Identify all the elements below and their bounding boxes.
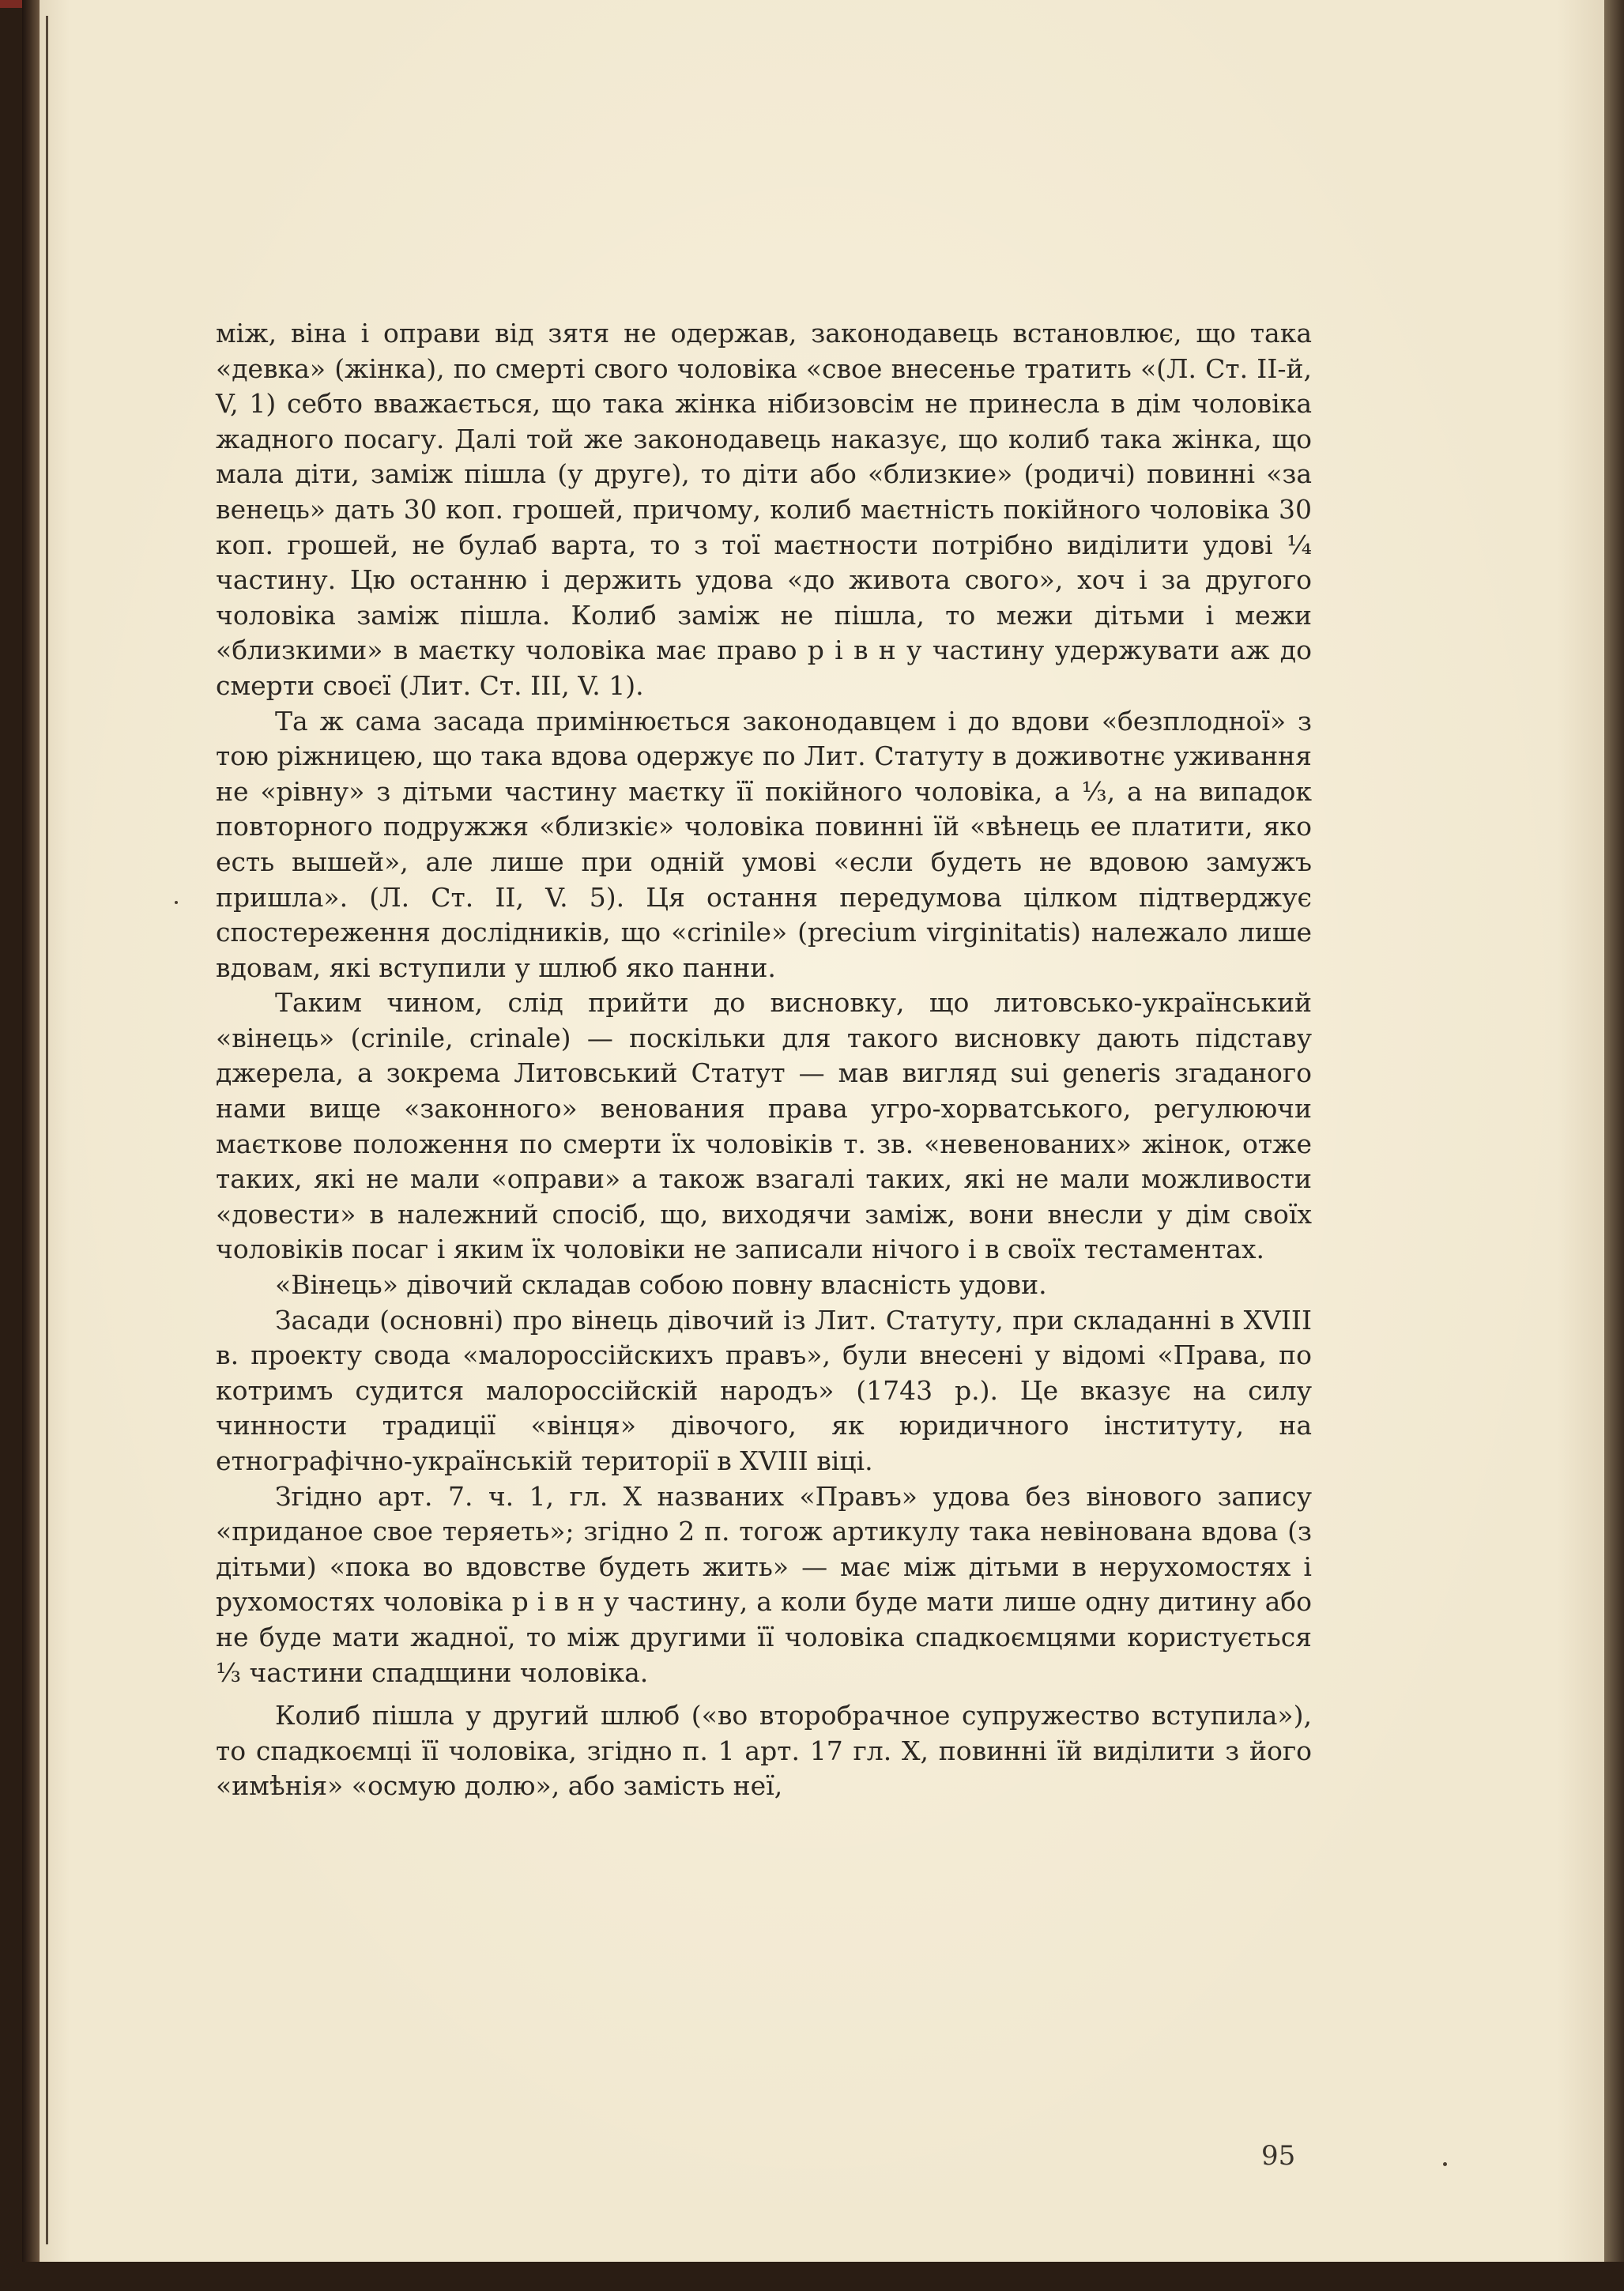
body-text xyxy=(216,316,1312,1804)
paragraph-6: Згідно арт. 7. ч. 1, гл. X названих «Правъ» удова без вінового запису «приданое свое теряеть»; згідно 2 п. тогож артикулу така невінована вдова (з дітьми) «пока во вдовстве будеть жить» — має між дітьми в нерухомостях і рухомостях чоловіка р і в н у частину, а коли буде мати лише одну дитину або не буде мати жадної, то між другими її чоловіка спадкоємцями користується ⅓ частини спадщини чоловіка. xyxy=(216,1480,1312,1688)
paragraph-7: Колиб пішла у другий шлюб («во второбрачное супружество вступила»), то спадкоємці її чоловіка, згідно п. 1 арт. 17 гл. X, повинні їй виділити з його «имѣнія» «осмую долю», або замість неї, xyxy=(216,1700,1312,1802)
paragraph-4: «Вінець» дівочий складав собою повну власність удови. xyxy=(275,1269,1047,1301)
paragraph-5: Засади (основні) про вінець дівочий із Лит. Статуту, при складанні в XVIII в. проекту свода «малороссійскихъ правъ», були внесені у відомі «Права, по котримъ судится малороссійскій народъ» (1743 р.). Це вказує на силу чинности традиції «вінця» дівочого, як юридичного інституту, на етнографічно-українській території в XVIII віці. xyxy=(216,1304,1312,1476)
paper-speck xyxy=(175,901,178,904)
paragraph-2: Та ж сама засада примінюється законодавцем і до вдови «безплодної» з тою ріжницею, що така вдова одержує по Лит. Статуту в доживотнє уживання не «рівну» з дітьми частину маєтку її покійного чоловіка, а ⅓, а на випадок повторного подружжя «близкіє» чоловіка повинні їй «вѣнець ее платити, яко есть вышей», але лише при одній умові «если будеть не вдовою замужъ пришла». (Л. Ст. II, V. 5). Ця остання передумова цілком підтверджує спостереження дослідників, що «crinile» (precium virginitatis) належало лише вдовам, які вступили у шлюб яко панни. xyxy=(216,705,1312,983)
book-binding xyxy=(22,0,40,2262)
paper-speck xyxy=(1443,2162,1447,2166)
page-right-edge xyxy=(1604,0,1624,2291)
page-bottom-edge xyxy=(0,2262,1624,2291)
page-number: 95 xyxy=(1261,2140,1296,2172)
binding-shadow-line xyxy=(46,16,48,2244)
paragraph-1: між, віна і оправи від зятя не одержав, законодавець встановлює, що така «девка» (жінка), по смерті свого чоловіка «свое внесенье тратить «(Л. Ст. II-й, V, 1) себто вважається, що така жінка нібизовсім не принесла в дім чоловіка жадного посагу. Далі той же законодавець наказує, що колиб така жінка, що мала діти, заміж пішла (у друге), то діти або «близкие» (родичі) повинні «за венець» дать 30 коп. грошей, причому, колиб маєтність покійного чоловіка 30 коп. грошей, не булаб варта, то з тої маєтности потрібно виділити удові ¼ частину. Цю останню і держить удова «до живота свого», хоч і за другого чоловіка заміж пішла. Колиб заміж не пішла, то межи дітьми і межи «близкими» в маєтку чоловіка має право р і в н у частину удержувати аж до смерти своєї (Лит. Ст. III, V. 1). xyxy=(216,318,1312,701)
paragraph-3: Таким чином, слід прийти до висновку, що литовсько-український «вінець» (crinile, crinale) — поскільки для такого висновку дають підставу джерела, а зокрема Литовський Статут — мав вигляд sui generis згаданого нами вище «законного» венования права угро-хорватського, регулюючи маєткове положення по смерти їх чоловіків т. зв. «невенованих» жінок, отже таких, які не мали «оправи» а також взагалі таких, які не мали можливости «довести» в належний спосіб, що, виходячи заміж, вони внесли у дім своїх чоловіків посаг і яким їх чоловіки не записали нічого і в своїх тестаментах. xyxy=(216,987,1312,1265)
